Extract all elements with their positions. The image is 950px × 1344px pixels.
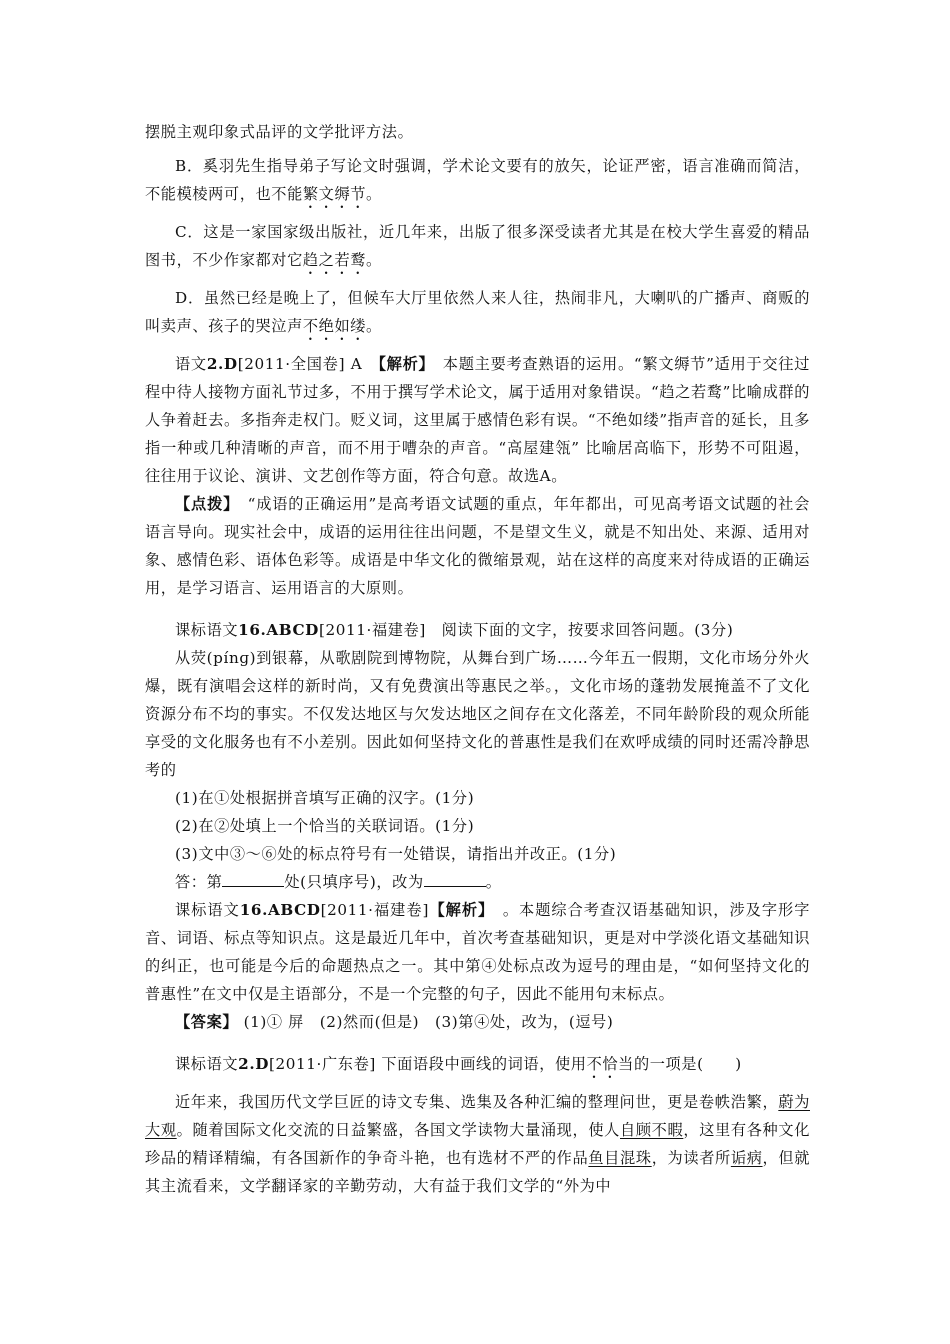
answer-label: 语文 xyxy=(175,355,207,373)
question-source: [2011·福建卷] xyxy=(318,621,426,639)
option-a-tail: 摆脱主观印象式品评的文学批评方法。 xyxy=(145,123,414,141)
passage: 从荧(pínɡ)到银幕，从歌剧院到博物院，从舞台到广场……今年五一假期，文化市场分外火爆，既有演唱会这样的新时尚，又有免费演出等惠民之举。，文化市场的蓬勃发展掩盖不了文化资源分布不均的事实。不仅发达地区与欠发达地区之间存在文化落差，不同年龄阶段的观众所能享受的文化服务也有不小差别。因此如何坚持文化的普惠性是我们在欢呼成绩的同时还需冷静思考的 xyxy=(145,649,810,779)
analysis-tag: 【解析】 xyxy=(429,901,487,919)
passage-guangdong xyxy=(145,1088,810,1200)
answer-letter: A xyxy=(350,355,363,373)
fill-text-c: 。 xyxy=(485,873,502,891)
prompt-emphasis: 不恰 xyxy=(586,1055,619,1073)
option-d-idiom: 不绝如缕 xyxy=(302,317,367,335)
option-d-end: 。 xyxy=(366,317,382,335)
answer-number: 16.ABCD xyxy=(239,901,321,919)
question-2-header xyxy=(145,1050,810,1082)
option-d-text: D．虽然已经是晚上了，但候车大厅里依然人来人往，热闹非凡，大喇叭的广播声、商贩的叫卖声、孩子的哭泣声 xyxy=(145,289,810,335)
tip-text: “成语的正确运用”是高考语文试题的重点，年年都出，可见高考语文试题的社会语言导向。现实社会中，成语的运用往往出问题，不是望文生义，就是不知出处、来源、适用对象、感情色彩、语体色彩等。成语是中华文化的微缩景观，站在这样的高度来对待成语的正确运用，是学习语言、运用语言的大原则。 xyxy=(145,495,810,597)
option-c-text: C．这是一家国家级出版社，近几年来，出版了很多深受读者尤其是在校大学生喜爱的精品图书，不少作家都对它 xyxy=(145,223,810,269)
passage-text: 。随着国际文化交流的日益繁盛，各国文学读物大量涌现，使人 xyxy=(176,1121,621,1139)
option-b-text: B．奚羽先生指导弟子写论文时强调，学术论文要有的放矢，论证严密，语言准确而简洁，不能模棱两可，也不能 xyxy=(145,157,810,203)
question-16-header xyxy=(145,616,810,644)
analysis-tag: 【解析】 xyxy=(378,355,427,373)
answer-source: [2011·福建卷] xyxy=(320,901,430,919)
question-prompt-end: 当的一项是( ) xyxy=(618,1055,742,1073)
answer-analysis xyxy=(145,350,810,490)
analysis-text: 。本题综合考查汉语基础知识，涉及字形字音、词语、标点等知识点。这是最近几年中，首次考查基础知识，更是对中学淡化语文基础知识的纠正，也可能是今后的命题热点之一。其中第④处标点改为逗号的理由是，“如何坚持文化的普惠性”在文中仅是主语部分，不是一个完整的句子，因此不能用句末标点。 xyxy=(145,901,810,1003)
subquestion-1: (1)在①处根据拼音填写正确的汉字。(1分) xyxy=(175,789,475,807)
subquestion-2: (2)在②处填上一个恰当的关联词语。(1分) xyxy=(175,817,475,835)
answer-key-tag: 【答案】 xyxy=(175,1013,239,1031)
question-prompt: 下面语段中画线的词语，使用 xyxy=(381,1055,587,1073)
passage-text: ，但就其主流看来，文学翻译家的辛勤劳动，大有益于我们文学的“外为中 xyxy=(145,1149,810,1195)
passage-text: ，为读者所 xyxy=(651,1149,731,1167)
analysis-text: 本题主要考查熟语的运用。“繁文缛节”适用于交往过程中待人接物方面礼节过多，不用于撰写学术论文，属于适用对象错误。“趋之若鹜”比喻成群的人争着赶去。多指奔走权门。贬义词，这里属于感情色彩有误。“不绝如缕”指声音的延长，且多指一种或几种清晰的声音，而不用于嘈杂的声音。“高屋建瓴” 比喻居高临下，形势不可阻遏，往往用于议论、演讲、文艺创作等方面，符合句意。故选A。 xyxy=(145,355,810,485)
passage-text: 近年来，我国历代文学巨匠的诗文专集、选集及各种汇编的整理问世，更是卷帙浩繁， xyxy=(175,1093,779,1111)
underlined-word: 自顾不暇 xyxy=(620,1121,684,1139)
option-c-idiom: 趋之若鹜 xyxy=(302,251,367,269)
answer-analysis-16 xyxy=(145,896,810,1008)
tip-tag: 【点拨】 xyxy=(175,495,232,513)
answer-number: 2.D xyxy=(206,355,238,373)
question-label: 课标语文 xyxy=(175,1055,239,1073)
document-page xyxy=(145,118,810,1200)
answer-label: 课标语文 xyxy=(175,901,240,919)
underlined-word: 蔚为大观 xyxy=(145,1093,810,1139)
underlined-word: 鱼目混珠 xyxy=(588,1149,652,1167)
answer-key xyxy=(145,1008,810,1036)
answer-source: [2011·全国卷] xyxy=(237,355,346,373)
option-d xyxy=(145,284,810,344)
passage-text: ，这里有各种文化珍品的精译精编，有各国新作的争奇斗艳，也有选材不严的作品 xyxy=(145,1121,810,1167)
subquestion-3: (3)文中③～⑥处的标点符号有一处错误，请指出并改正。(1分) xyxy=(175,845,617,863)
question-source: [2011·广东卷] xyxy=(268,1055,376,1073)
answer-key-text: (1)① 屏 (2)然而(但是) (3)第④处，改为，(逗号) xyxy=(243,1013,614,1031)
question-number: 16.ABCD xyxy=(238,621,319,639)
question-number: 2.D xyxy=(238,1055,269,1073)
answer-fill-line xyxy=(145,868,810,896)
option-b xyxy=(145,152,810,212)
option-b-end: 。 xyxy=(366,185,382,203)
fill-blank-1 xyxy=(222,870,284,887)
fill-blank-2 xyxy=(424,870,486,887)
option-c xyxy=(145,218,810,278)
fill-text-b: 处(只填序号)，改为 xyxy=(284,873,424,891)
option-c-end: 。 xyxy=(366,251,382,269)
option-b-idiom: 繁文缛节 xyxy=(302,185,367,203)
fill-text-a: 答：第 xyxy=(175,873,223,891)
tip xyxy=(145,490,810,602)
question-prompt: 阅读下面的文字，按要求回答问题。(3分) xyxy=(441,621,734,639)
underlined-word: 诟病 xyxy=(730,1149,763,1167)
question-label: 课标语文 xyxy=(175,621,239,639)
